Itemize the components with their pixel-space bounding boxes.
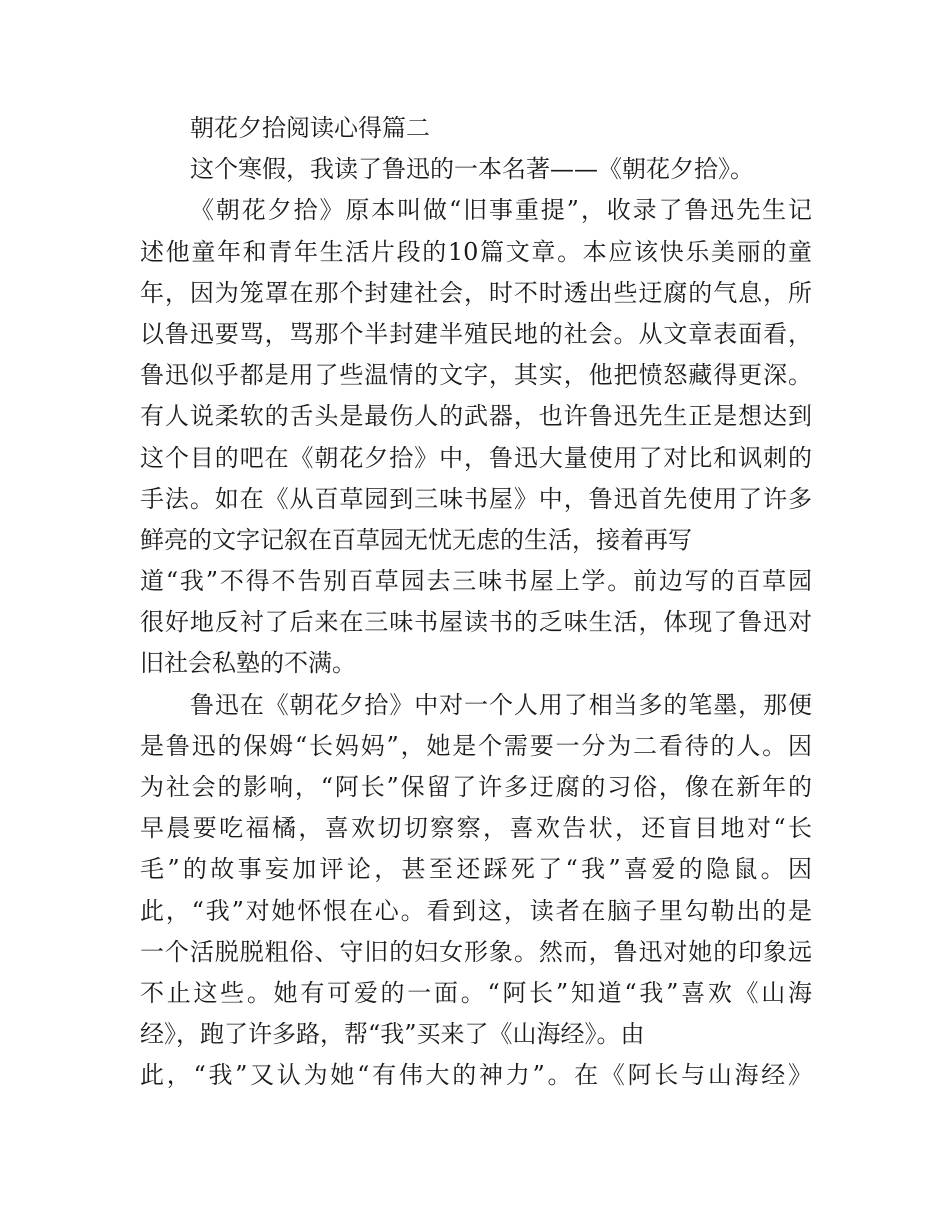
paragraph-line: 年，因为笼罩在那个封建社会，时不时透出些迂腐的气息，所	[140, 278, 812, 307]
paragraph-line: 一个活脱脱粗俗、守旧的妇女形象。然而，鲁迅对她的印象远	[140, 937, 812, 966]
paragraph-line: 旧社会私塾的不满。	[140, 649, 356, 678]
document-title: 朝花夕拾阅读心得篇二	[190, 114, 430, 142]
paragraph-line: 这个寒假，我读了鲁迅的一本名著——《朝花夕拾》。	[190, 155, 754, 184]
document-body	[140, 108, 812, 1097]
paragraph-line: 是鲁迅的保姆“长妈妈”，她是个需要一分为二看待的人。因	[140, 731, 812, 760]
paragraph-3	[140, 685, 812, 1097]
paragraph-line: 此，“我”又认为她“有伟大的神力”。在《阿长与山海经》	[140, 1061, 812, 1090]
paragraph-line: 有人说柔软的舌头是最伤人的武器，也许鲁迅先生正是想达到	[140, 402, 812, 431]
paragraph-line: 鲁迅似乎都是用了些温情的文字，其实，他把愤怒藏得更深。	[140, 361, 812, 390]
paragraph-line: 述他童年和青年生活片段的10篇文章。本应该快乐美丽的童	[140, 237, 812, 266]
paragraph-line: 此，“我”对她怀恨在心。看到这，读者在脑子里勾勒出的是	[140, 896, 812, 925]
paragraph-1	[140, 149, 812, 190]
paragraph-line: 经》，跑了许多路，帮“我”买来了《山海经》。由	[140, 1020, 645, 1049]
paragraph-line: 不止这些。她有可爱的一面。“阿长”知道“我”喜欢《山海	[140, 978, 812, 1007]
paragraph-line: 这个目的吧在《朝花夕拾》中，鲁迅大量使用了对比和讽刺的	[140, 443, 812, 472]
paragraph-line: 早晨要吃福橘，喜欢切切察察，喜欢告状，还盲目地对“长	[140, 814, 812, 843]
paragraph-line: 手法。如在《从百草园到三味书屋》中，鲁迅首先使用了许多	[140, 484, 812, 513]
paragraph-line: 很好地反衬了后来在三味书屋读书的乏味生活，体现了鲁迅对	[140, 608, 812, 637]
paragraph-line: 道“我”不得不告别百草园去三味书屋上学。前边写的百草园	[140, 567, 812, 596]
paragraph-line: 鲁迅在《朝花夕拾》中对一个人用了相当多的笔墨，那便	[190, 690, 812, 719]
paragraph-line: 以鲁迅要骂，骂那个半封建半殖民地的社会。从文章表面看，	[140, 319, 812, 348]
paragraph-line: 为社会的影响，“阿长”保留了许多迂腐的习俗，像在新年的	[140, 773, 812, 801]
paragraph-line: 毛”的故事妄加评论，甚至还踩死了“我”喜爱的隐鼠。因	[140, 855, 812, 884]
paragraph-line: 鲜亮的文字记叙在百草园无忧无虑的生活，接着再写	[140, 525, 692, 554]
paragraph-2	[140, 190, 812, 684]
paragraph-line: 《朝花夕拾》原本叫做“旧事重提”，收录了鲁迅先生记	[190, 196, 812, 225]
